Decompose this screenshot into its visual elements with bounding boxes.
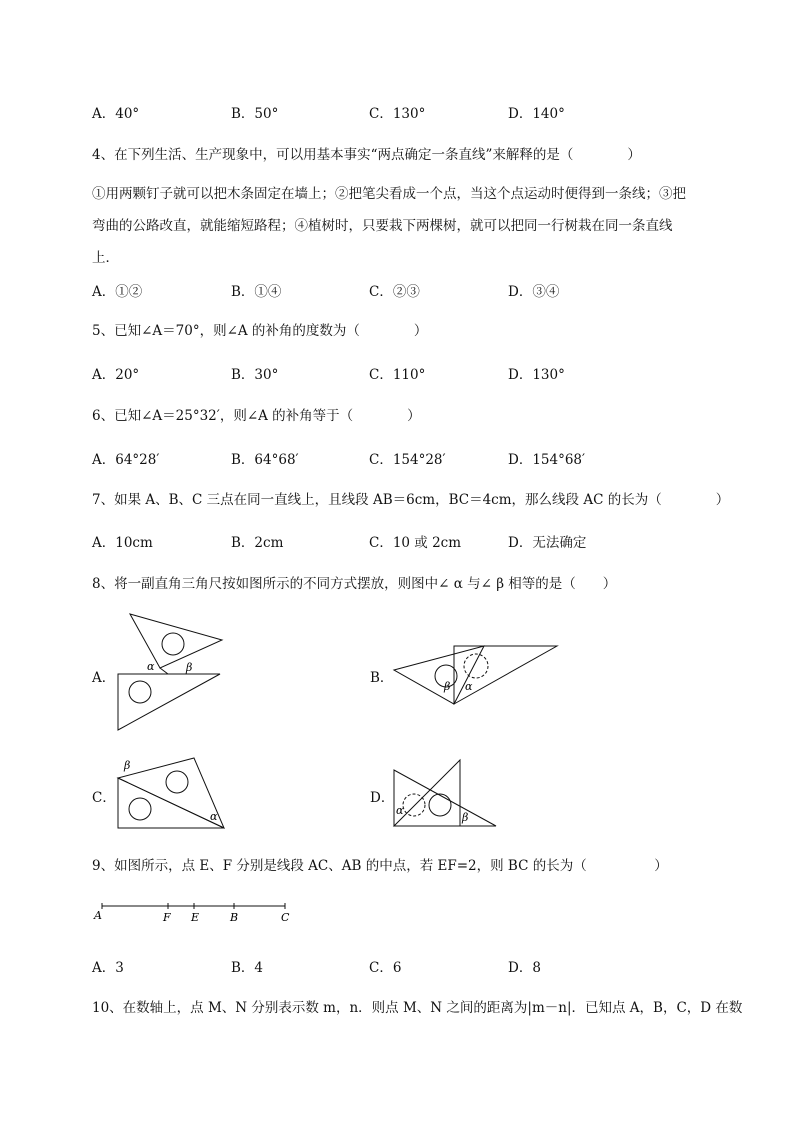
q4-stem: 4、在下列生活、生产现象中，可以用基本事实“两点确定一条直线”来解释的是（ ） [92,147,641,163]
q4-body-line-2: 弯曲的公路改直，就能缩短路程；④植树时，只要栽下两棵树，就可以把同一行树栽在同一条直线 [92,218,673,234]
q5-stem: 5、已知∠A＝70°，则∠A 的补角的度数为（ ） [92,323,428,339]
q5-option-b: B．30° [231,367,279,383]
q8-figure-c [112,752,226,832]
q6-option-c: C．154°28′ [369,452,446,468]
q9-point-b: B [230,911,239,924]
q4-body-line-3: 上． [92,250,119,266]
q8a-alpha: α [147,660,155,673]
q5-option-d: D．130° [508,367,565,383]
q5-option-a: A．20° [92,367,140,383]
q8c-alpha: α [210,810,218,823]
q8d-alpha: α [396,804,404,817]
q3-option-d: D．140° [508,106,565,122]
q9-option-c: C．6 [369,960,402,976]
q9-point-a: A [94,909,102,922]
q8a-beta: β [186,661,193,674]
q8c-beta: β [124,759,131,772]
q8d-beta: β [462,811,469,824]
q4-option-d: D．③④ [508,284,560,300]
q3-option-c: C．130° [369,106,426,122]
q9-option-a: A．3 [92,960,124,976]
q7-option-d: D．无法确定 [508,535,587,551]
q8b-beta: β [444,680,451,693]
q7-option-a: A．10cm [92,535,153,551]
q7-option-b: B．2cm [231,535,284,551]
q9-point-e: E [191,911,200,924]
q6-option-d: D．154°68′ [508,452,586,468]
q8-figure-b [392,640,562,708]
q4-option-c: C．②③ [369,284,420,300]
q6-option-a: A．64°28′ [92,452,160,468]
q9-point-f: F [163,911,171,924]
q3-option-b: B．50° [231,106,279,122]
q9-option-d: D．8 [508,960,541,976]
q9-segment-figure [90,896,300,926]
q8-option-d-label: D． [370,790,395,806]
q10-stem: 10、在数轴上，点 M、N 分别表示数 m，n．则点 M、N 之间的距离为|m－n|．已知点 A，B，C，D 在数 [92,1000,743,1016]
q9-stem: 9、如图所示，点 E、F 分别是线段 AC、AB 的中点，若 EF=2，则 BC 的长为（ ） [92,858,668,874]
q8-option-b-label: B． [370,670,394,686]
q3-option-a: A．40° [92,106,140,122]
q8-figure-a [110,608,230,736]
q4-body [92,178,740,274]
q5-option-c: C．110° [369,367,426,383]
q4-body-line-1: ①用两颗钉子就可以把木条固定在墙上；②把笔尖看成一个点，当这个点运动时便得到一条线；③把 [92,186,686,202]
q7-stem: 7、如果 A、B、C 三点在同一直线上，且线段 AB＝6cm，BC＝4cm，那么线段 AC 的长为（ ） [92,492,730,508]
q9-point-c: C [281,911,290,924]
q6-option-b: B．64°68′ [231,452,299,468]
q8-stem: 8、将一副直角三角尺按如图所示的不同方式摆放，则图中∠ α 与∠ β 相等的是（ ） [92,576,617,592]
q8b-alpha: α [465,680,473,693]
q8-option-a-label: A． [92,670,116,686]
q6-stem: 6、已知∠A＝25°32′，则∠A 的补角等于（ ） [92,408,421,424]
q9-option-b: B．4 [231,960,264,976]
q8-figure-d [392,758,502,830]
q4-option-a: A．①② [92,284,143,300]
q8-option-c-label: C． [92,790,116,806]
q4-option-b: B．①④ [231,284,282,300]
q7-option-c: C．10 或 2cm [369,535,462,551]
